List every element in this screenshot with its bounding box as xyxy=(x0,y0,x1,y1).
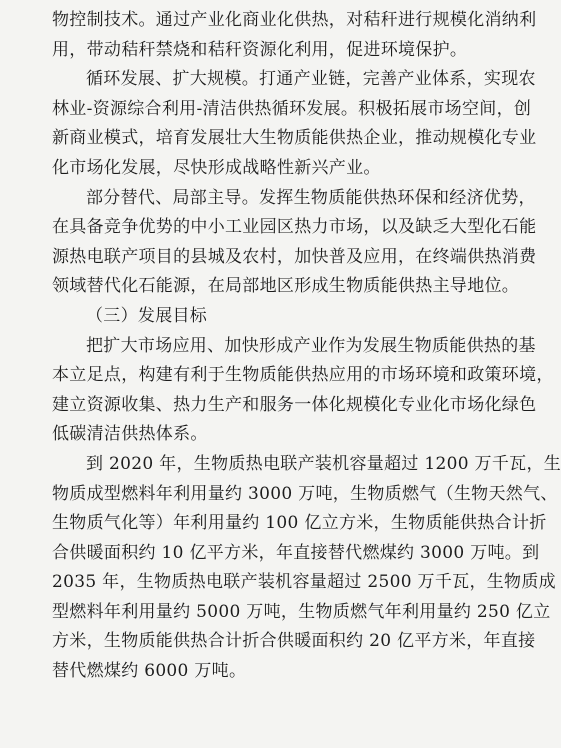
text-line: 替代燃煤约 6000 万吨。 xyxy=(52,661,247,682)
text-line: 林业-资源综合利用-清洁供热循环发展。积极拓展市场空间，创 xyxy=(52,98,532,119)
text-line: 2035 年，生物质热电联产装机容量超过 2500 万千瓦，生物质成 xyxy=(52,572,556,593)
text-line: 物质成型燃料年利用量约 3000 万吨，生物质燃气（生物天然气、 xyxy=(52,483,558,504)
text-line: 源热电联产项目的县城及农村，加快普及应用，在终端供热消费 xyxy=(52,246,537,267)
text-line: 物控制技术。通过产业化商业化供热，对秸秆进行规模化消纳利 xyxy=(52,10,537,30)
text-line: 方米，生物质能供热合计折合供暖面积约 20 亿平方米，年直接 xyxy=(52,631,536,652)
text-line: 低碳清洁供热体系。 xyxy=(52,424,208,445)
paragraph-start-line: 部分替代、局部主导。发挥生物质能供热环保和经济优势， xyxy=(86,187,536,208)
text-line: 用，带动秸秆禁烧和秸秆资源化利用，促进环境保护。 xyxy=(52,39,468,60)
paragraph-start-line: 循环发展、扩大规模。打通产业链，完善产业体系，实现农 xyxy=(86,69,536,90)
text-line: 生物质气化等）年利用量约 100 亿立方米，生物质能供热合计折 xyxy=(52,513,547,534)
section-heading: （三）发展目标 xyxy=(86,305,208,326)
paragraph-start-line: 到 2020 年，生物质热电联产装机容量超过 1200 万千瓦，生 xyxy=(86,453,561,474)
text-line: 型燃料年利用量约 5000 万吨，生物质燃气年利用量约 250 亿立 xyxy=(52,601,551,622)
text-line: 新商业模式，培育发展壮大生物质能供热企业，推动规模化专业 xyxy=(52,128,537,149)
text-line: 领域替代化石能源，在局部地区形成生物质能供热主导地位。 xyxy=(52,276,520,297)
text-line: 建立资源收集、热力生产和服务一体化规模化专业化市场化绿色 xyxy=(52,394,537,415)
text-line: 本立足点，构建有利于生物质能供热应用的市场环境和政策环境， xyxy=(52,365,554,386)
paragraph-start-line: 把扩大市场应用、加快形成产业作为发展生物质能供热的基 xyxy=(86,335,536,356)
text-line: 合供暖面积约 10 亿平方米，年直接替代燃煤约 3000 万吨。到 xyxy=(52,542,540,563)
text-line: 化市场化发展，尽快形成战略性新兴产业。 xyxy=(52,157,381,178)
text-line: 在具备竞争优势的中小工业园区热力市场，以及缺乏大型化石能 xyxy=(52,217,537,238)
